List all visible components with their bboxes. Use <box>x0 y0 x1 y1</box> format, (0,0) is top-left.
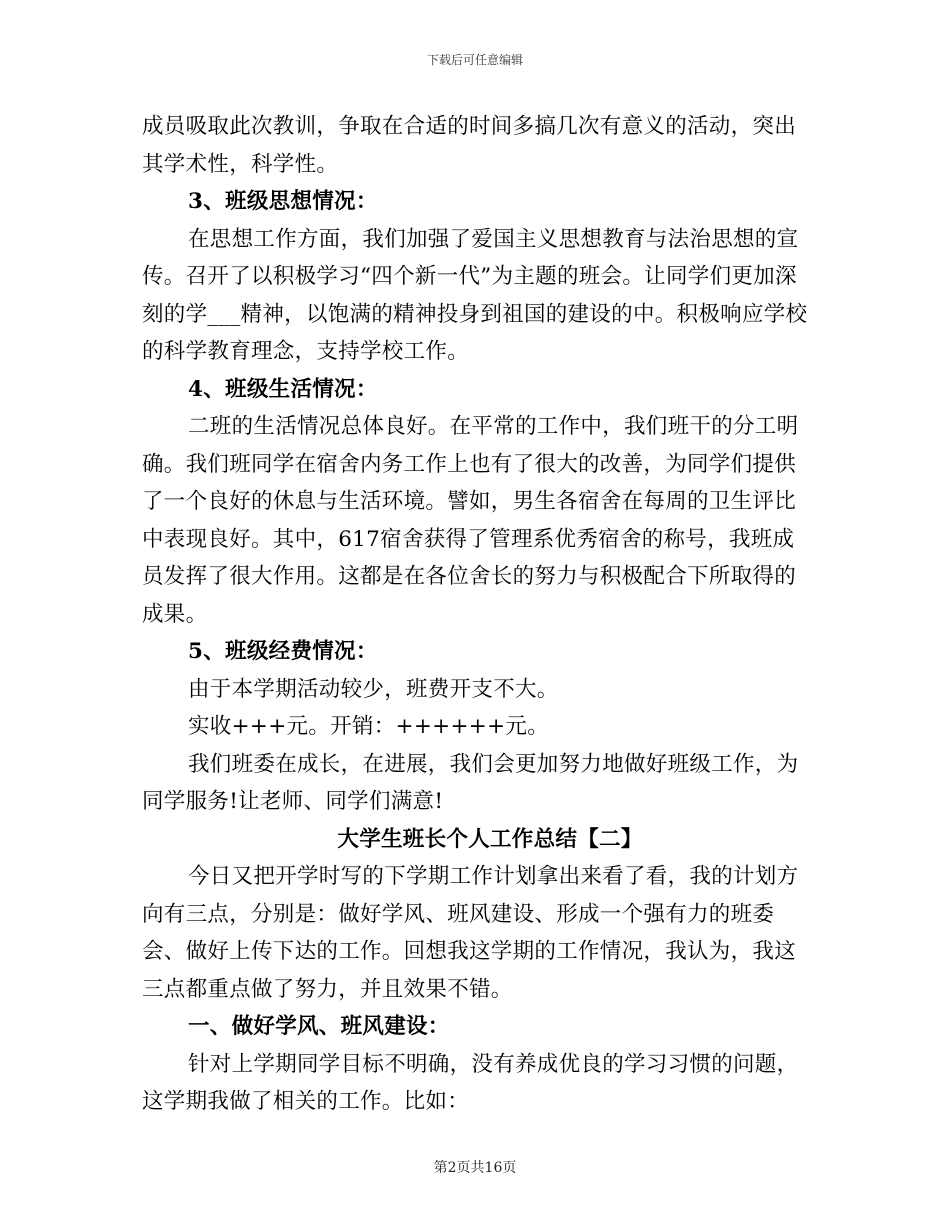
paragraph-closing: 我们班委在成长，在进展，我们会更加努力地做好班级工作，为同学服务!让老师、同学们满意! <box>142 751 799 814</box>
paragraph-life: 二班的生活情况总体良好。在平常的工作中，我们班干的分工明确。我们班同学在宿舍内务工作上也有了很大的改善，为同学们提供了一个良好的休息与生活环境。譬如，男生各宿舍在每周的卫生评比中表现良好。其中，617宿舍获得了管理系优秀宿舍的称号，我班成员发挥了很大作用。这都是在各位舍长的努力与积极配合下所取得的成果。 <box>142 414 799 627</box>
document-section-title: 大学生班长个人工作总结【二】 <box>337 826 643 852</box>
section-heading-life: 4、班级生活情况： <box>188 376 378 402</box>
paragraph-funds: 由于本学期活动较少，班费开支不大。 <box>188 676 559 702</box>
document-body <box>142 108 808 1121</box>
section-heading-study-style: 一、做好学风、班风建设： <box>188 1014 450 1039</box>
page-number: 第2页共16页 <box>433 1160 517 1176</box>
page-header-note: 下载后可任意编辑 <box>426 53 523 67</box>
section-heading-ideology: 3、班级思想情况： <box>188 189 378 214</box>
paragraph-study-style: 针对上学期同学目标不明确，没有养成优良的学习习惯的问题，这学期我做了相关的工作。比如： <box>142 1051 799 1114</box>
paragraph-continuation: 成员吸取此次教训，争取在合适的时间多搞几次有意义的活动，突出其学术性，科学性。 <box>142 114 797 177</box>
paragraph-funds-amounts: 实收+++元。开销：++++++元。 <box>188 714 550 739</box>
paragraph-intro: 今日又把开学时写的下学期工作计划拿出来看了看，我的计划方向有三点，分别是：做好学风、班风建设、形成一个强有力的班委会、做好上传下达的工作。回想我这学期的工作情况，我认为，我这三点都重点做了努力，并且效果不错。 <box>142 864 799 1002</box>
paragraph-ideology: 在思想工作方面，我们加强了爱国主义思想教育与法治思想的宣传。召开了以积极学习“四个新一代”为主题的班会。让同学们更加深刻的学___精神，以饱满的精神投身到祖国的建设的中。积极响应学校的科学教育理念，支持学校工作。 <box>142 226 808 364</box>
section-heading-funds: 5、班级经费情况： <box>188 639 378 664</box>
